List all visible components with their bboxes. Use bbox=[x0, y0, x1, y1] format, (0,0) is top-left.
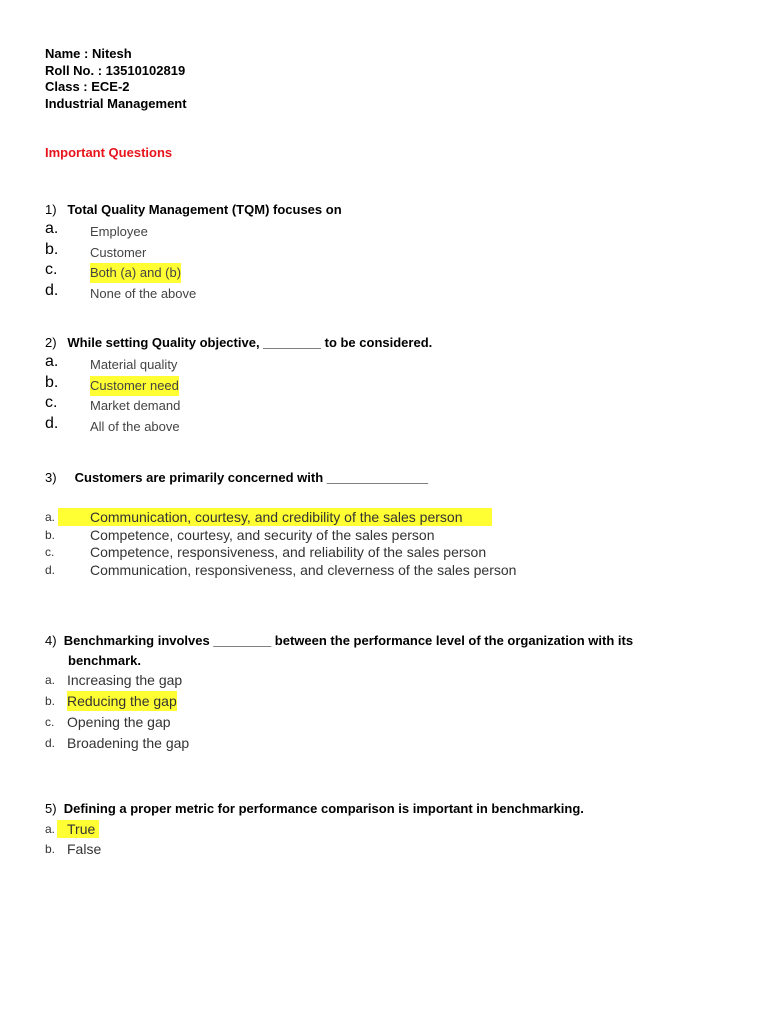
option-2d: d. All of the above bbox=[45, 415, 180, 434]
question-text: Total Quality Management (TQM) focuses on bbox=[67, 202, 342, 217]
question-number: 5) bbox=[45, 801, 57, 816]
option-3b: b. Competence, courtesy, and security of the sales person bbox=[45, 527, 435, 543]
question-text-line1: Benchmarking involves ________ between the performance level of the organization with its bbox=[63, 633, 634, 648]
option-4d: d. Broadening the gap bbox=[45, 735, 190, 751]
question-4-continued bbox=[68, 651, 141, 671]
question-number: 2) bbox=[45, 335, 57, 350]
question-3 bbox=[45, 468, 428, 488]
option-5a: a. True bbox=[45, 819, 445, 839]
option-3d: d. Communication, responsiveness, and cleverness of the sales person bbox=[45, 562, 517, 578]
option-1d: d. None of the above bbox=[45, 282, 197, 301]
question-5 bbox=[45, 799, 584, 819]
option-5b: b. False bbox=[45, 841, 102, 857]
student-name: Name : Nitesh bbox=[45, 46, 132, 61]
option-4b: b. Reducing the gap bbox=[45, 693, 177, 709]
option-2a: a. Material quality bbox=[45, 353, 178, 372]
option-1a: a. Employee bbox=[45, 220, 148, 239]
option-3c: c. Competence, responsiveness, and reliability of the sales person bbox=[45, 544, 487, 560]
option-3a: a. Communication, courtesy, and credibility of the sales person bbox=[45, 507, 505, 527]
question-2 bbox=[45, 333, 432, 353]
subject-label: Industrial Management bbox=[45, 96, 187, 111]
option-2b: b. Customer need bbox=[45, 376, 445, 396]
question-4 bbox=[45, 631, 633, 651]
option-1c: c. Both (a) and (b) bbox=[45, 263, 445, 283]
question-number: 4) bbox=[45, 633, 57, 648]
option-2c: c. Market demand bbox=[45, 394, 181, 413]
question-text: Defining a proper metric for performance comparison is important in benchmarking. bbox=[63, 801, 584, 816]
highlighted-answer: Customer need bbox=[90, 376, 179, 396]
question-number: 1) bbox=[45, 202, 57, 217]
question-text: Customers are primarily concerned with ______________ bbox=[74, 470, 428, 485]
option-4a: a. Increasing the gap bbox=[45, 672, 183, 688]
section-title: Important Questions bbox=[45, 145, 173, 160]
class-label: Class : ECE-2 bbox=[45, 79, 130, 94]
question-number: 3) bbox=[45, 470, 57, 485]
highlighted-answer: Reducing the gap bbox=[67, 693, 177, 709]
roll-number: Roll No. : 13510102819 bbox=[45, 63, 186, 78]
question-text: While setting Quality objective, ________ to be considered. bbox=[67, 335, 433, 350]
option-1b: b. Customer bbox=[45, 241, 147, 260]
highlighted-answer: Both (a) and (b) bbox=[90, 263, 181, 283]
option-4c: c. Opening the gap bbox=[45, 714, 171, 730]
question-1 bbox=[45, 200, 342, 220]
question-text-line2: benchmark. bbox=[68, 653, 141, 668]
